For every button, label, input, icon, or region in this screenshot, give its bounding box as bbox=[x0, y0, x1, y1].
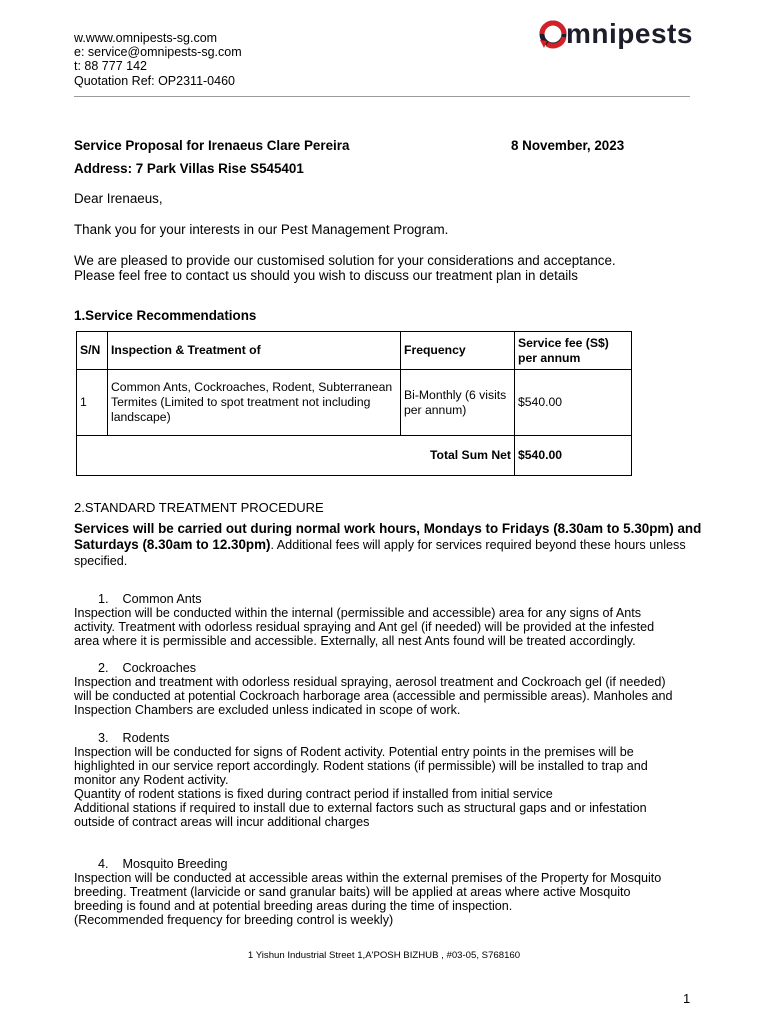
item-3-body bbox=[74, 745, 704, 829]
section-1-heading: 1.Service Recommendations bbox=[74, 308, 257, 323]
body-line: monitor any Rodent activity. bbox=[74, 773, 229, 787]
item-4-heading bbox=[98, 857, 228, 871]
cell-sn: 1 bbox=[77, 370, 108, 436]
body-line: outside of contract areas will incur additional charges bbox=[74, 815, 370, 829]
total-value: $540.00 bbox=[515, 436, 632, 476]
footer-address: 1 Yishun Industrial Street 1,A'POSH BIZHUB , #03-05, S768160 bbox=[247, 950, 521, 961]
quotation-ref: Quotation Ref: OP2311-0460 bbox=[74, 73, 235, 88]
table-header-row bbox=[77, 332, 632, 370]
body-line: breeding is found and at potential breeding areas during the time of inspection. bbox=[74, 899, 513, 913]
cell-frequency: Bi-Monthly (6 visits per annum) bbox=[401, 370, 515, 436]
item-number: 4. bbox=[98, 857, 109, 871]
body-line: activity. Treatment with odorless residual spraying and Ant gel (if needed) will be provided at the infested bbox=[74, 620, 655, 634]
proposal-date: 8 November, 2023 bbox=[511, 138, 625, 153]
item-1-body bbox=[74, 606, 704, 648]
logo-text: mnipests bbox=[566, 18, 693, 49]
item-number: 2. bbox=[98, 661, 109, 675]
item-4-body bbox=[74, 871, 704, 927]
item-title: Rodents bbox=[122, 731, 170, 745]
table-total-row bbox=[77, 436, 632, 476]
body-line: Inspection will be conducted within the internal (permissible and accessible) area for any signs of Ants bbox=[74, 606, 642, 620]
item-title: Common Ants bbox=[122, 592, 202, 606]
logo-ring-icon bbox=[538, 17, 568, 51]
item-1-heading bbox=[98, 592, 202, 606]
body-line: breeding. Treatment (larvicide or sand granular baits) will be applied at areas where active Mosquito bbox=[74, 885, 631, 899]
section-2-intro bbox=[74, 521, 704, 569]
item-2-body bbox=[74, 675, 704, 717]
body-line: (Recommended frequency for breeding control is weekly) bbox=[74, 913, 394, 927]
header-frequency: Frequency bbox=[401, 332, 515, 370]
proposal-address: Address: 7 Park Villas Rise S545401 bbox=[74, 161, 304, 176]
phone-text: t: 88 777 142 bbox=[74, 59, 147, 74]
item-title: Cockroaches bbox=[122, 661, 197, 675]
body-line: highlighted in our service report accordingly. Rodent stations (if permissible) will be installed to trap and bbox=[74, 759, 648, 773]
body-line: will be conducted at potential Cockroach harborage area (accessible and permissible areas). Manholes and bbox=[74, 689, 673, 703]
body-line: Inspection will be conducted for signs of Rodent activity. Potential entry points in the premises will be bbox=[74, 745, 634, 759]
header-divider bbox=[74, 96, 690, 97]
header-fee: Service fee (S$) per annum bbox=[515, 332, 632, 370]
page-number: 1 bbox=[683, 991, 691, 1006]
item-2-heading bbox=[98, 661, 196, 675]
letter-para-2-line-1: We are pleased to provide our customised solution for your considerations and acceptance. bbox=[74, 253, 616, 268]
letter-para-1: Thank you for your interests in our Pest Management Program. bbox=[74, 222, 449, 237]
proposal-title: Service Proposal for Irenaeus Clare Pereira bbox=[74, 138, 350, 153]
cell-item: Common Ants, Cockroaches, Rodent, Subterranean Termites (Limited to spot treatment not including landscape) bbox=[108, 370, 401, 436]
body-line: area where it is permissible and accessible. Externally, all nest Ants found will be treated accordingly. bbox=[74, 634, 636, 648]
cell-fee: $540.00 bbox=[515, 370, 632, 436]
contact-block bbox=[74, 31, 242, 88]
item-3-heading bbox=[98, 731, 169, 745]
salutation: Dear Irenaeus, bbox=[74, 191, 163, 206]
table-row bbox=[77, 370, 632, 436]
letter-para-2-line-2: Please feel free to contact us should you wish to discuss our treatment plan in details bbox=[74, 268, 578, 283]
intro-rest-text: . Additional fees will apply for services required beyond these hours unless specified. bbox=[74, 538, 686, 568]
email-text[interactable]: e: service@omnipests-sg.com bbox=[74, 45, 242, 60]
header-sn: S/N bbox=[77, 332, 108, 370]
header-inspection: Inspection & Treatment of bbox=[108, 332, 401, 370]
total-label: Total Sum Net bbox=[77, 436, 515, 476]
body-line: Inspection and treatment with odorless residual spraying, aerosol treatment and Cockroach gel (if needed) bbox=[74, 675, 666, 689]
service-table bbox=[76, 331, 632, 476]
intro-bold-text: Services will be carried out during normal work hours, Mondays to Fridays (8.30am to 5.30pm) and Saturdays (8.30am to 12.30pm) bbox=[74, 521, 702, 552]
website-text[interactable]: w.www.omnipests-sg.com bbox=[74, 31, 218, 45]
body-line: Inspection will be conducted at accessible areas within the external premises of the Property for Mosquito bbox=[74, 871, 662, 885]
item-number: 1. bbox=[98, 592, 109, 606]
body-line: Quantity of rodent stations is fixed during contract period if installed from initial service bbox=[74, 787, 553, 801]
body-line: Additional stations if required to install due to external factors such as structural gaps and or infestation bbox=[74, 801, 647, 815]
item-title: Mosquito Breeding bbox=[122, 857, 228, 871]
item-number: 3. bbox=[98, 731, 109, 745]
section-2-heading: 2.STANDARD TREATMENT PROCEDURE bbox=[74, 500, 324, 515]
body-line: Inspection Chambers are excluded unless indicated in scope of work. bbox=[74, 703, 461, 717]
omnipests-logo bbox=[538, 17, 694, 53]
